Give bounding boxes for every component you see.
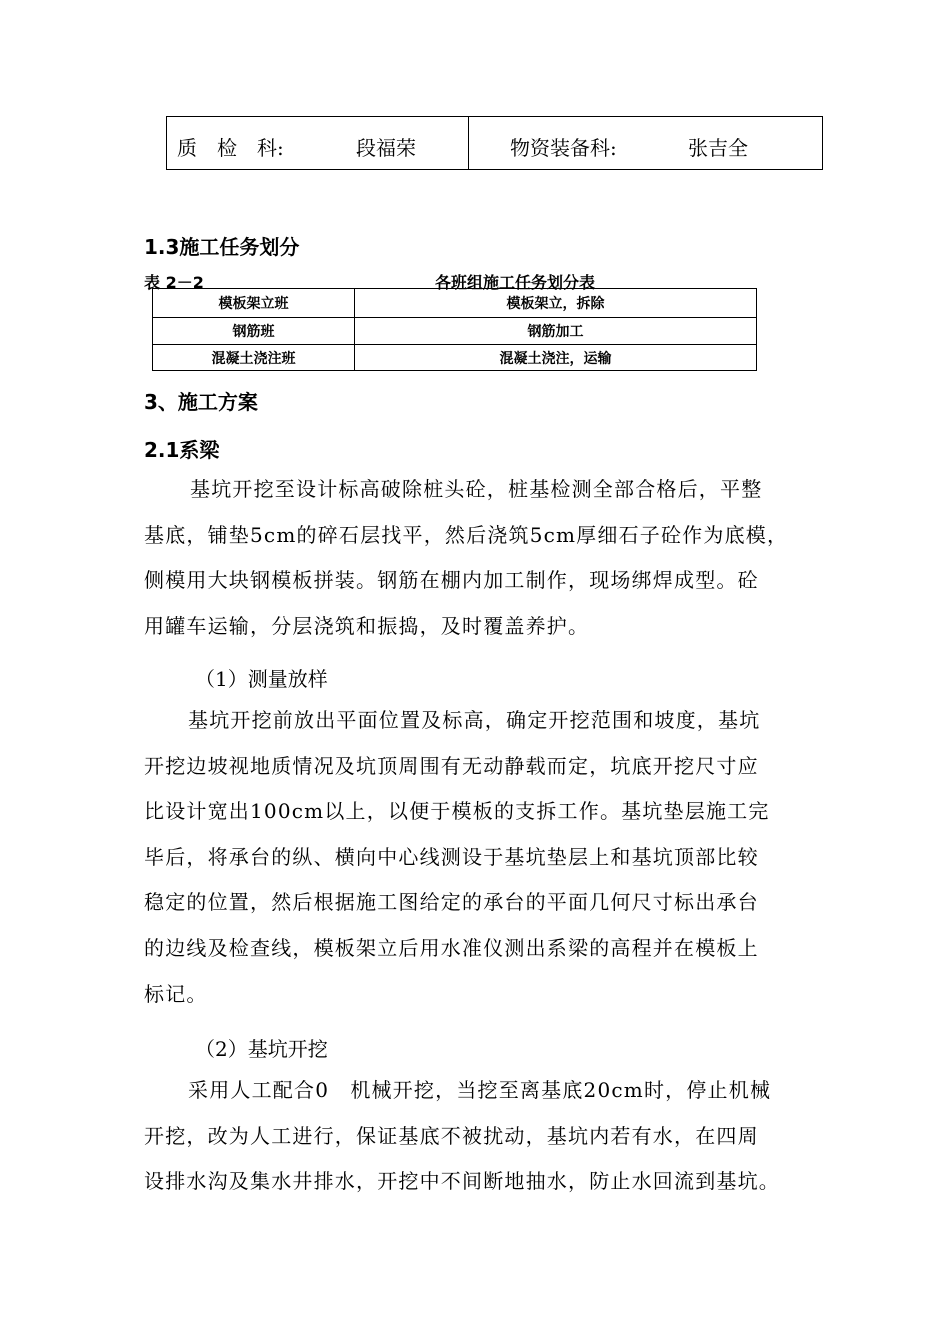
paragraph-3 — [144, 1068, 814, 1205]
table-title: 各班组施工任务划分表 — [435, 273, 596, 292]
table-number: 表 2－2 — [144, 273, 204, 292]
text-line: 基底，铺垫5cm的碎石层找平，然后浇筑5cm厚细石子砼作为底模， — [144, 522, 789, 547]
text-line: 稳定的位置，然后根据施工图给定的承台的平面几何尺寸标出承台 — [144, 890, 759, 915]
text-line: 采用人工配合0 机械开挖，当挖至离基底20cm时，停止机械 — [188, 1078, 772, 1102]
table-cell-team: 混凝土浇注班 — [211, 351, 296, 367]
text-line: 设排水沟及集水井排水，开挖中不间断地抽水，防止水回流到基坑。 — [144, 1169, 780, 1194]
text-line: 的边线及检查线，模板架立后用水准仪测出系梁的高程并在模板上 — [144, 935, 759, 960]
personnel-table — [166, 116, 823, 170]
qc-dept-name: 段福荣 — [356, 136, 416, 160]
text-line: 毕后，将承台的纵、横向中心线测设于基坑垫层上和基坑顶部比较 — [144, 844, 759, 869]
subheading-survey: （1）测量放样 — [195, 667, 328, 691]
text-line: 比设计宽出100cm以上，以便于模板的支拆工作。基坑垫层施工完 — [144, 799, 770, 824]
section-heading-3: 3、施工方案 — [144, 390, 258, 414]
paragraph-2 — [144, 698, 814, 1017]
text-line: 开挖边坡视地质情况及坑顶周围有无动静载而定，坑底开挖尺寸应 — [144, 753, 759, 778]
table-cell-team: 模板架立班 — [218, 296, 289, 312]
text-line: 用罐车运输，分层浇筑和振捣，及时覆盖养护。 — [144, 613, 590, 638]
text-line: 侧模用大块钢模板拼装。钢筋在棚内加工制作，现场绑焊成型。砼 — [144, 568, 759, 593]
section-heading-1-3: 1.3施工任务划分 — [144, 235, 300, 259]
table-divider — [468, 117, 469, 169]
text-line: 基坑开挖至设计标高破除桩头砼，桩基检测全部合格后，平整 — [190, 477, 763, 501]
text-line: 开挖，改为人工进行，保证基底不被扰动，基坑内若有水，在四周 — [144, 1123, 759, 1148]
paragraph-1 — [144, 467, 814, 649]
row-divider — [153, 317, 756, 318]
table-cell-task: 模板架立，拆除 — [506, 296, 605, 312]
subheading-excavation: （2）基坑开挖 — [195, 1037, 328, 1061]
table-cell-task: 混凝土浇注，运输 — [499, 351, 612, 367]
text-line: 基坑开挖前放出平面位置及标高，确定开挖范围和坡度，基坑 — [188, 708, 761, 732]
text-line: 标记。 — [144, 981, 208, 1006]
task-assignment-table — [152, 288, 757, 371]
materials-dept-name: 张吉全 — [688, 136, 748, 160]
section-heading-2-1: 2.1系梁 — [144, 438, 220, 462]
materials-dept-label: 物资装备科: — [510, 136, 617, 160]
row-divider — [153, 344, 756, 345]
table-cell-team: 钢筋班 — [232, 324, 275, 340]
table-cell-task: 钢筋加工 — [527, 324, 584, 340]
qc-dept-label: 质 检 科: — [177, 136, 284, 160]
